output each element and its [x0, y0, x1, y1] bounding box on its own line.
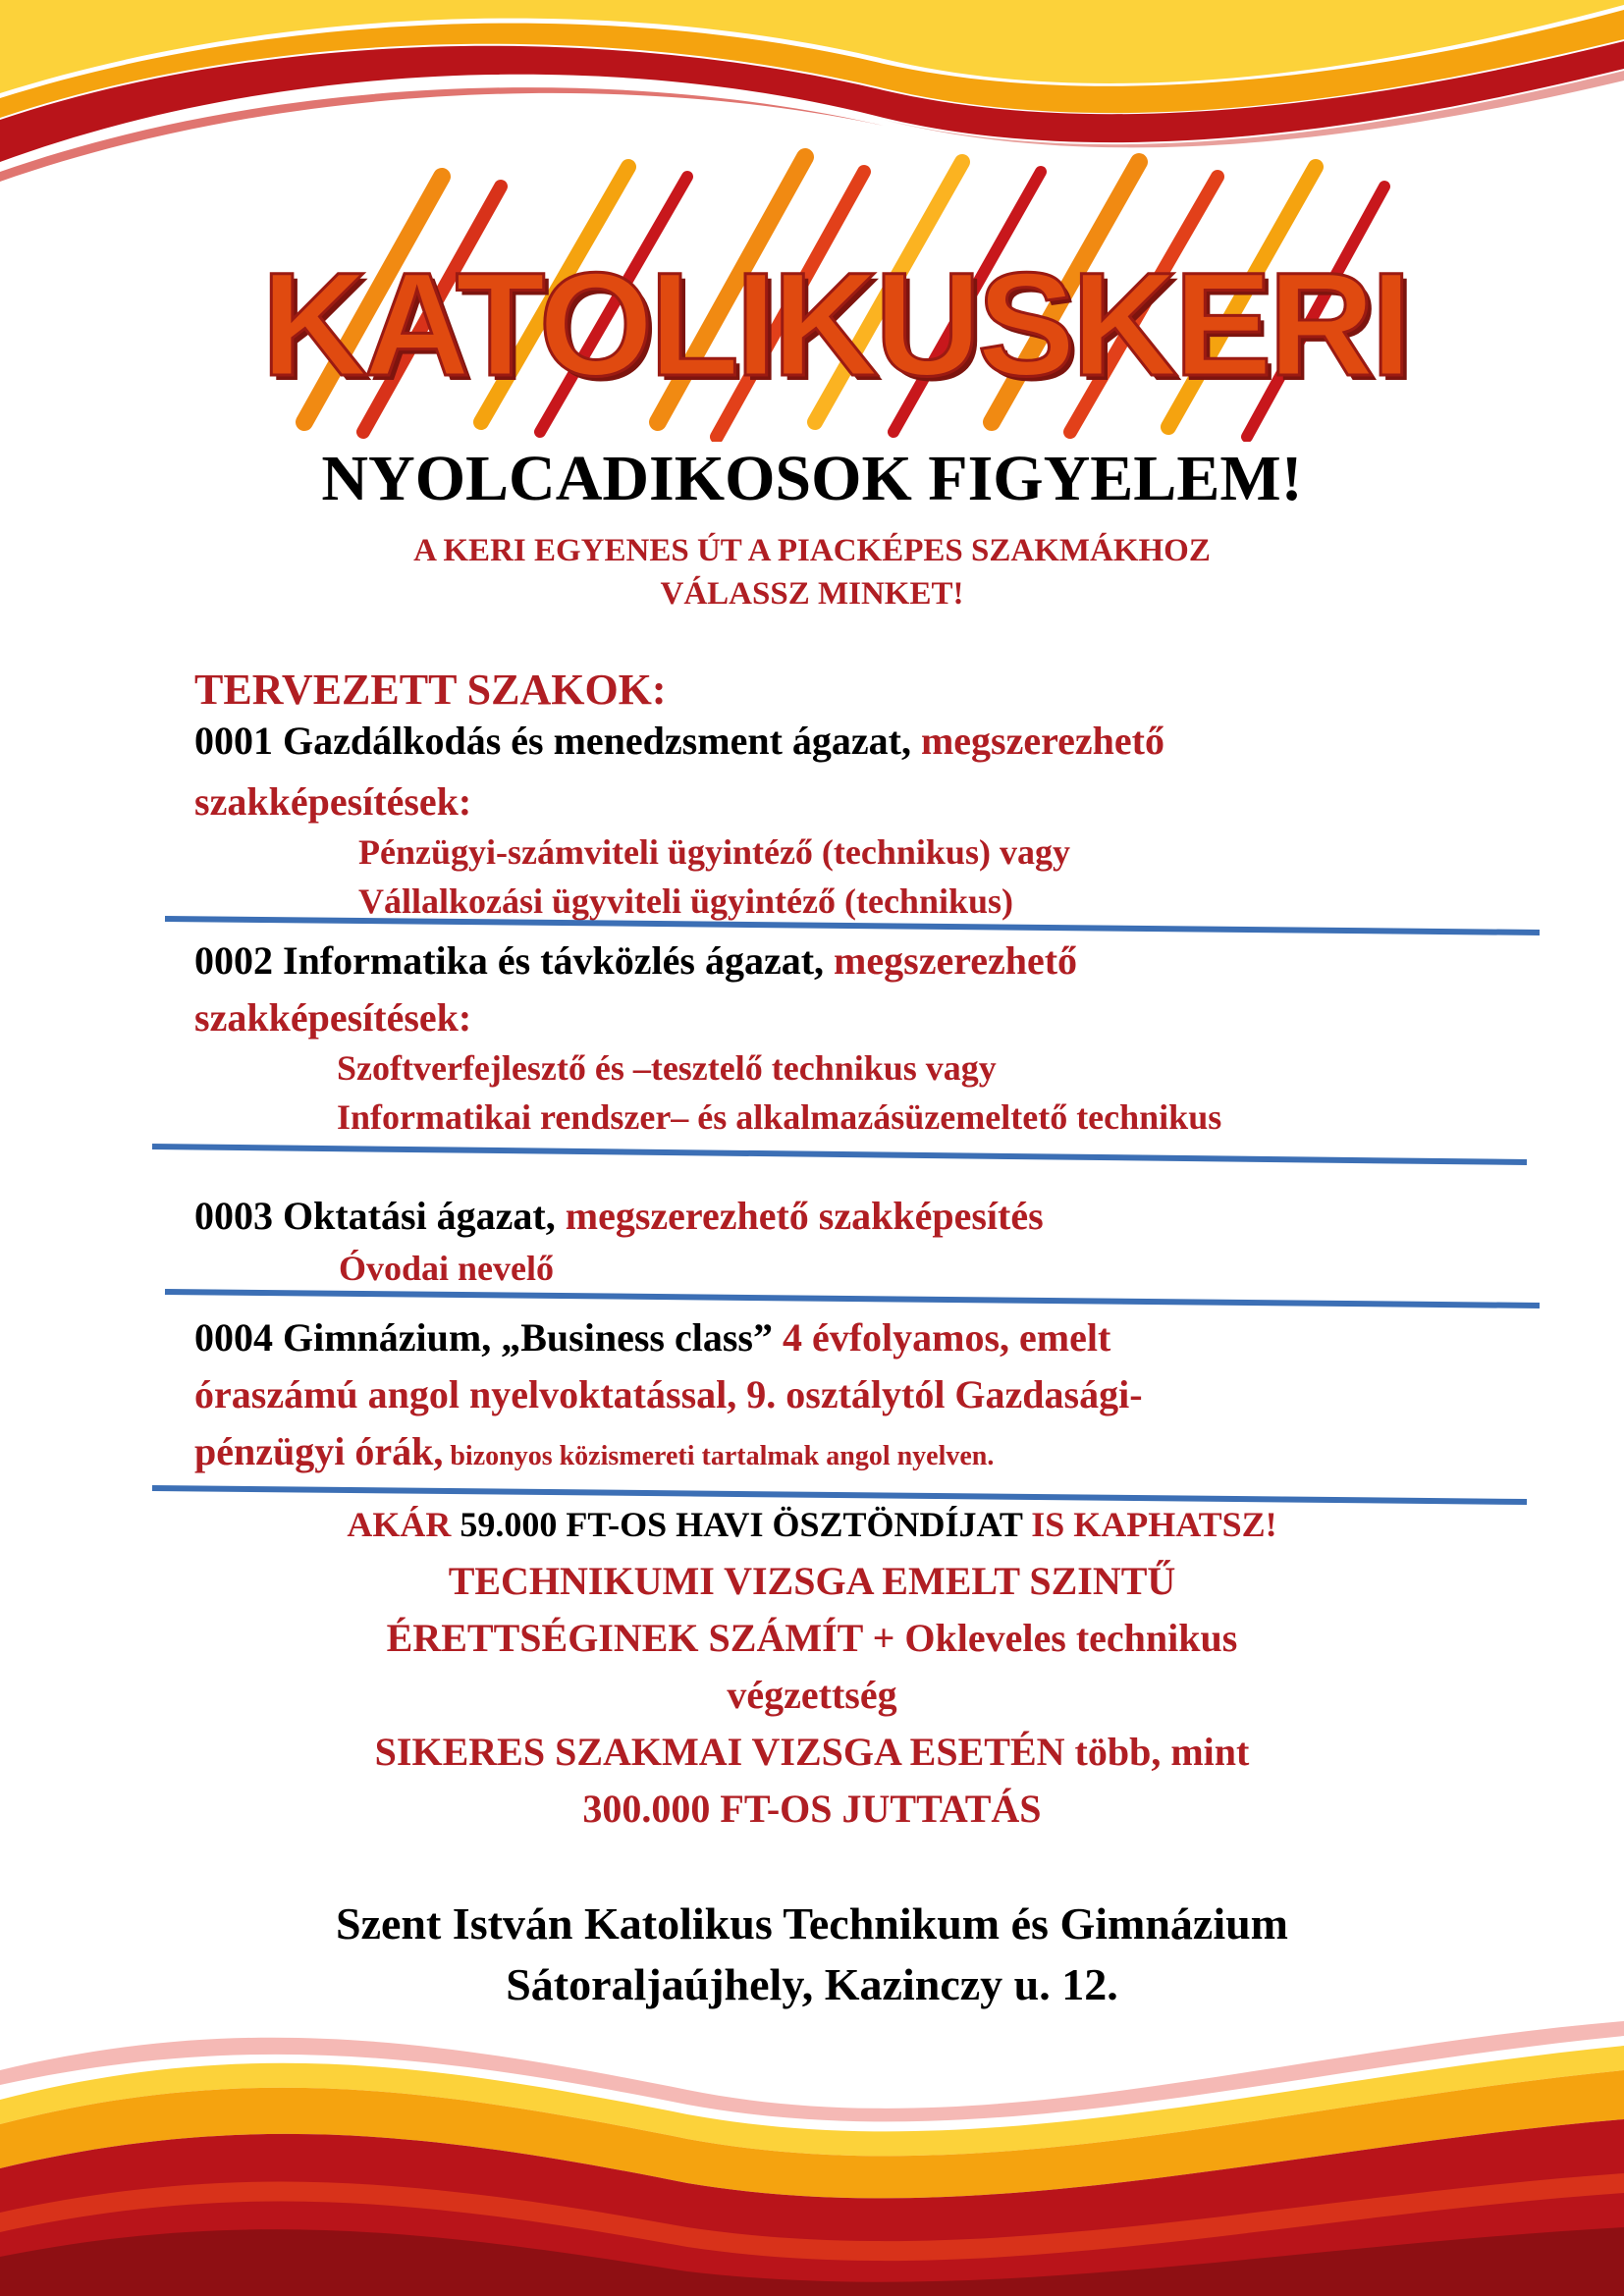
program-0003-name: 0003 Oktatási ágazat, [194, 1194, 556, 1238]
bottom-wave-decoration [0, 2011, 1624, 2296]
separator-line [0, 1139, 1624, 1168]
program-0003-qual-label: megszerezhető szakképesítés [555, 1194, 1044, 1238]
program-0001-qual-label: megszerezhető [910, 719, 1164, 763]
program-0002-line2: szakképesítések: [194, 995, 472, 1040]
school-name: Szent István Katolikus Technikum és Gimnázium [335, 1898, 1289, 1949]
program-0002-title [194, 936, 1077, 986]
benefit-line-3: ÉRETTSÉGINEK SZÁMÍT + Okleveles technikus [386, 1616, 1238, 1660]
program-0004-title [194, 1313, 1110, 1362]
program-0002-qual-label: megszerezhető [824, 938, 1078, 983]
program-0001-line2: szakképesítések: [194, 779, 472, 824]
program-0001-title [194, 717, 1164, 766]
program-0003-item-1: Óvodai nevelő [339, 1249, 555, 1288]
logo-text: KATOLIKUSKERI [261, 241, 1408, 406]
program-0004-line3-main: pénzügyi órák, [194, 1429, 444, 1473]
program-0004-line3 [194, 1427, 994, 1481]
benefit-line-4: végzettség [727, 1673, 897, 1717]
program-0004-name: 0004 Gimnázium, „Business class” [194, 1315, 773, 1360]
program-0004-desc: 4 évfolyamos, emelt [772, 1315, 1111, 1360]
benefit-scholarship [0, 1502, 1624, 1547]
school-address: Sátoraljaújhely, Kazinczy u. 12. [506, 1959, 1118, 2009]
page-title: NYOLCADIKOSOK FIGYELEM! [321, 443, 1303, 514]
benefit-scholarship-b: 59.000 FT-OS HAVI ÖSZTÖNDÍJAT [451, 1505, 1023, 1544]
benefit-scholarship-c: IS KAPHATSZ! [1022, 1505, 1277, 1544]
program-0003-title [194, 1192, 1044, 1241]
separator-line [0, 1284, 1624, 1313]
subtitle-1: A KERI EGYENES ÚT A PIACKÉPES SZAKMÁKHOZ [413, 533, 1211, 568]
benefit-line-5: SIKERES SZAKMAI VIZSGA ESETÉN több, mint [374, 1730, 1250, 1774]
program-0004-line3-note: bizonyos közismereti tartalmak angol nyelven. [443, 1441, 995, 1471]
program-0004-line2: óraszámú angol nyelvoktatással, 9. osztálytól Gazdasági- [194, 1372, 1143, 1416]
program-0002-item-2: Informatikai rendszer– és alkalmazásüzemeltető technikus [337, 1097, 1222, 1137]
benefit-line-2: TECHNIKUMI VIZSGA EMELT SZINTŰ [448, 1559, 1176, 1603]
program-0002-item-1: Szoftverfejlesztő és –tesztelő technikus vagy [337, 1048, 997, 1088]
program-0001-name: 0001 Gazdálkodás és menedzsment ágazat, [194, 719, 911, 763]
programs-label: TERVEZETT SZAKOK: [194, 666, 667, 714]
program-0001-item-2: Vállalkozási ügyviteli ügyintéző (technikus) [358, 881, 1014, 921]
program-0002-name: 0002 Informatika és távközlés ágazat, [194, 938, 825, 983]
subtitle-2: VÁLASSZ MINKET! [660, 576, 964, 612]
benefit-line-6: 300.000 FT-OS JUTTATÁS [582, 1787, 1042, 1831]
program-0001-item-1: Pénzügyi-számviteli ügyintéző (technikus) vagy [358, 832, 1070, 872]
logo [245, 147, 1424, 442]
benefit-scholarship-a: AKÁR [347, 1505, 452, 1544]
